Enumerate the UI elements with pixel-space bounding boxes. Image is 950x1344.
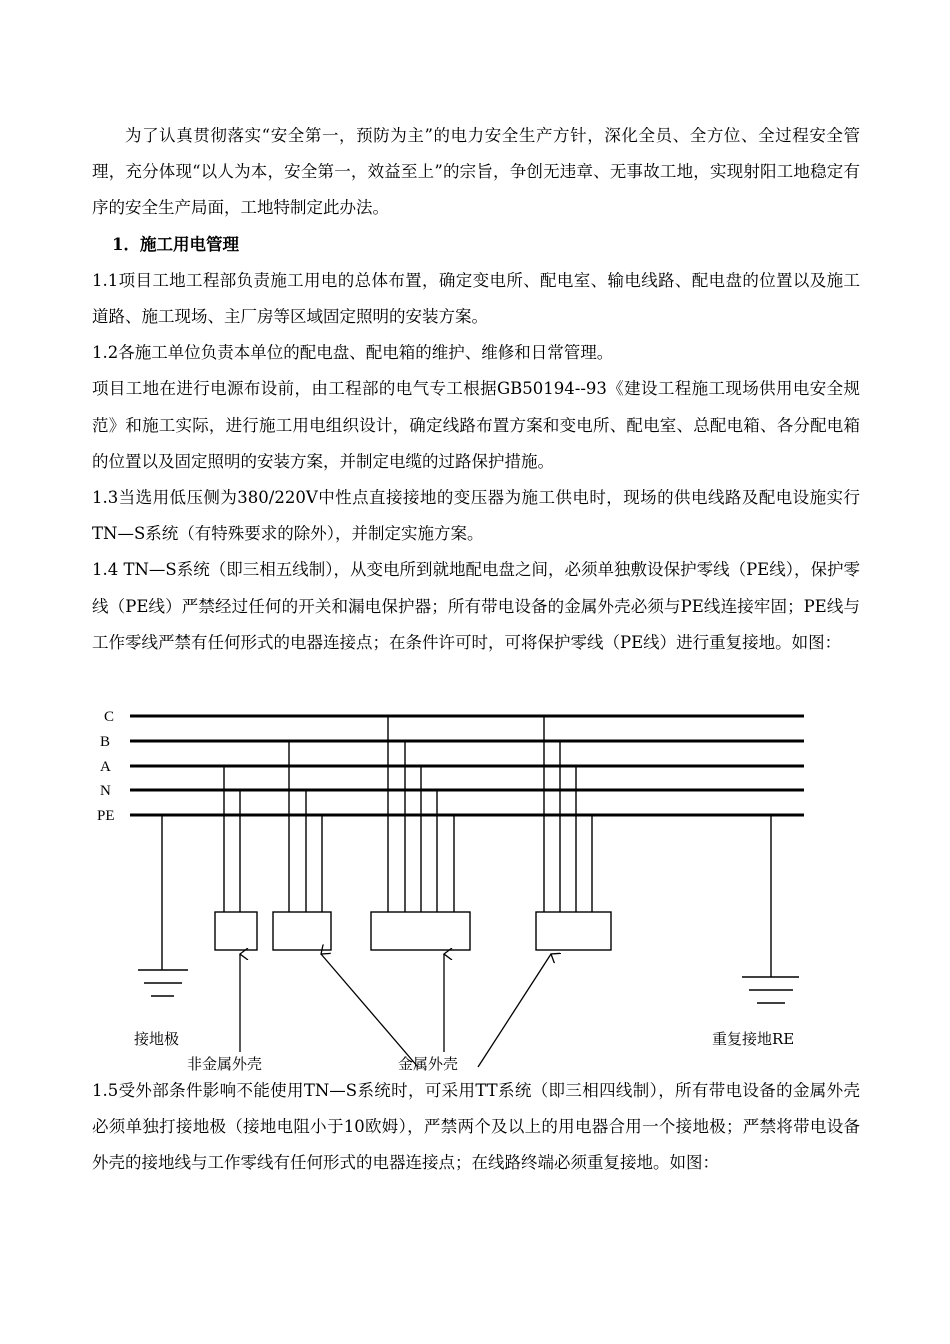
label-metal-case: 金属外壳	[398, 1055, 459, 1073]
ground-electrode-repeat	[742, 815, 799, 1003]
line-label-n: N	[100, 783, 111, 799]
device-1-nonmetal	[215, 766, 257, 950]
bus-lines	[130, 716, 804, 815]
section-heading: 1．施工用电管理	[112, 234, 239, 254]
paragraph-1-4: 1.4 TN—S系统（即三相五线制），从变电所到就地配电盘之间，必须单独敷设保护零线（PE线），保护零线（PE线）严禁经过任何的开关和漏电保护器；所有带电设备的金属外壳必须与PE线连接牢固；PE线与工作零线严禁有任何形式的电器连接点；在条件许可时，可将保护零线（PE线）进行重复接地。如图：	[92, 560, 860, 652]
paragraph-1-2: 1.2各施工单位负责本单位的配电盘、配电箱的维护、维修和日常管理。	[92, 343, 614, 363]
paragraph-1-5: 1.5受外部条件影响不能使用TN—S系统时，可采用TT系统（即三相四线制），所有带电设备的金属外壳必须单独打接地极（接地电阻小于10欧姆），严禁两个及以上的用电器合用一个接地极；严禁将带电设备外壳的接地线与工作零线有任何形式的电器连接点；在线路终端必须重复接地。如图：	[92, 1081, 860, 1173]
line-label-pe: PE	[97, 808, 115, 824]
paragraph-1-1: 1.1项目工地工程部负责施工用电的总体布置，确定变电所、配电室、输电线路、配电盘的位置以及施工道路、施工现场、主厂房等区域固定照明的安装方案。	[92, 270, 860, 327]
arrow-metal-1	[321, 954, 418, 1067]
paragraph-1-3: 1.3当选用低压侧为380/220V中性点直接接地的变压器为施工供电时，现场的供电线路及配电设施实行TN—S系统（有特殊要求的除外），并制定实施方案。	[92, 488, 860, 544]
line-label-c: C	[104, 709, 115, 725]
paragraph-1-2-continued: 项目工地在进行电源布设前，由工程部的电气专工根据GB50194--93《建设工程施工现场供用电安全规范》和施工实际，进行施工用电组织设计，确定线路布置方案和变电所、配电室、总配电箱、各分配电箱的位置以及固定照明的安装方案，并制定电缆的过路保护措施。	[92, 379, 860, 471]
arrow-metal-3	[478, 954, 551, 1067]
line-label-a: A	[100, 759, 111, 775]
label-repeat-ground: 重复接地RE	[712, 1030, 795, 1048]
tn-s-wiring-diagram	[0, 700, 950, 1075]
device-2-metal	[273, 741, 331, 950]
ground-electrode-left	[138, 815, 188, 996]
pointer-arrows	[240, 954, 551, 1067]
device-3-metal	[371, 716, 470, 950]
line-label-b: B	[100, 734, 111, 750]
label-nonmetal-case: 非金属外壳	[187, 1055, 263, 1073]
device-4-metal	[536, 716, 611, 950]
text-block-upper	[92, 118, 860, 661]
text-block-lower	[92, 1073, 860, 1182]
intro-paragraph: 为了认真贯彻落实“安全第一，预防为主”的电力安全生产方针，深化全员、全方位、全过程安全管理，充分体现“以人为本，安全第一，效益至上”的宗旨，争创无违章、无事故工地，实现射阳工地稳定有序的安全生产局面，工地特制定此办法。	[92, 126, 860, 218]
label-ground-electrode: 接地极	[134, 1030, 180, 1048]
